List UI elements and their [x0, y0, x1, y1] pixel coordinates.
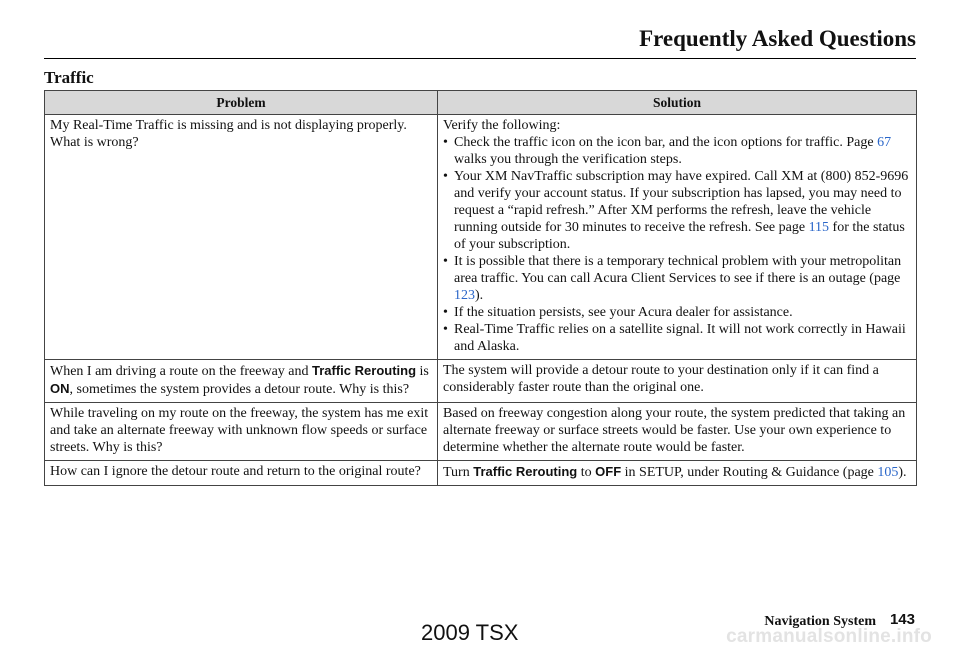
faq-table — [44, 90, 917, 486]
bullet-text: It is possible that there is a temporary technical problem with your metropolitan area traffic. You can call Acura Client Services to see if there is an outage (page — [454, 254, 902, 286]
page-number: 143 — [889, 611, 915, 628]
problem-cell — [45, 360, 438, 403]
problem-cell: While traveling on my route on the freeway, the system has me exit and take an alternate freeway with unknown flow speeds or surface streets. Why is this? — [45, 403, 438, 461]
solution-cell: Based on freeway congestion along your route, the system predicted that taking an alternate freeway or surface streets would be faster. Use your own experience to determine whether the alternate route would be faster. — [438, 403, 917, 461]
solution-text: in SETUP, under Routing & Guidance (page — [621, 465, 878, 480]
solution-text: ). — [898, 465, 907, 480]
list-item: • Your XM NavTraffic subscription may have expired. Call XM at (800) 852-9696 and verify your account status. If your subscription has lapsed, you may need to request a “rapid refresh.” After XM performs the refresh, leave the vehicle running outside for 30 minutes to receive the refresh. See page 115 for the status of your subscription. — [443, 169, 909, 252]
list-item: • It is possible that there is a temporary technical problem with your metropolitan area traffic. You can call Acura Client Services to see if there is an outage (page 123). — [443, 254, 902, 303]
bullet-text: Your XM NavTraffic subscription may have expired. Call XM at (800) 852-9696 and verify your account status. If your subscription has lapsed, you may need to request a “rapid refresh.” After XM performs the refresh, leave the vehicle running outside for 30 minutes to receive the refresh. See page — [454, 169, 909, 235]
setting-value: OFF — [595, 464, 622, 479]
list-item: • If the situation persists, see your Acura dealer for assistance. — [443, 305, 793, 320]
bullet-text: for the status of your subscription. — [454, 220, 905, 252]
problem-text: When I am driving a route on the freeway and — [50, 364, 313, 379]
table-row — [45, 115, 917, 360]
page-link[interactable]: 67 — [877, 135, 892, 150]
bullet-text: Check the traffic icon on the icon bar, and the icon options for traffic. Page — [454, 135, 878, 150]
solution-bullet-list — [443, 134, 911, 355]
table-row — [45, 360, 917, 403]
list-item: • Real-Time Traffic relies on a satellite signal. It will not work correctly in Hawaii and Alaska. — [443, 322, 906, 354]
table-header-row — [45, 91, 917, 115]
bullet-text: ). — [475, 288, 484, 303]
solution-text: to — [577, 465, 596, 480]
setting-name: Traffic Rerouting — [312, 363, 417, 378]
title-rule — [44, 58, 916, 59]
solution-intro: Verify the following: — [443, 118, 561, 133]
solution-cell — [438, 115, 917, 360]
footer-label: Navigation System — [764, 614, 876, 629]
list-item: • Check the traffic icon on the icon bar, and the icon options for traffic. Page 67 walks you through the verification steps. — [443, 135, 892, 167]
problem-text: is — [416, 364, 429, 379]
page-link[interactable]: 123 — [454, 288, 475, 303]
bullet-text: Real-Time Traffic relies on a satellite signal. It will not work correctly in Hawaii and Alaska. — [454, 322, 906, 354]
watermark: carmanualsonline.info — [726, 626, 932, 647]
bullet-text: If the situation persists, see your Acura dealer for assistance. — [454, 305, 793, 320]
page-link[interactable]: 105 — [877, 465, 899, 480]
solution-cell — [438, 461, 917, 486]
setting-name: Traffic Rerouting — [473, 464, 578, 479]
setting-value: ON — [50, 381, 70, 396]
page-title: Frequently Asked Questions — [639, 26, 916, 51]
column-header-problem: Problem — [45, 91, 438, 115]
problem-cell: My Real-Time Traffic is missing and is not displaying properly. What is wrong? — [45, 115, 438, 360]
problem-cell: How can I ignore the detour route and return to the original route? — [45, 461, 438, 486]
page-link[interactable]: 115 — [808, 220, 830, 235]
column-header-solution: Solution — [438, 91, 917, 115]
table-row — [45, 403, 917, 461]
solution-cell: The system will provide a detour route to your destination only if it can find a considerably faster route than the original one. — [438, 360, 917, 403]
problem-text: , sometimes the system provides a detour route. Why is this? — [69, 382, 410, 397]
table-row — [45, 461, 917, 486]
section-heading: Traffic — [44, 68, 94, 87]
model-label: 2009 TSX — [421, 620, 519, 645]
bullet-text: walks you through the verification steps. — [454, 152, 682, 167]
solution-text: Turn — [443, 465, 474, 480]
